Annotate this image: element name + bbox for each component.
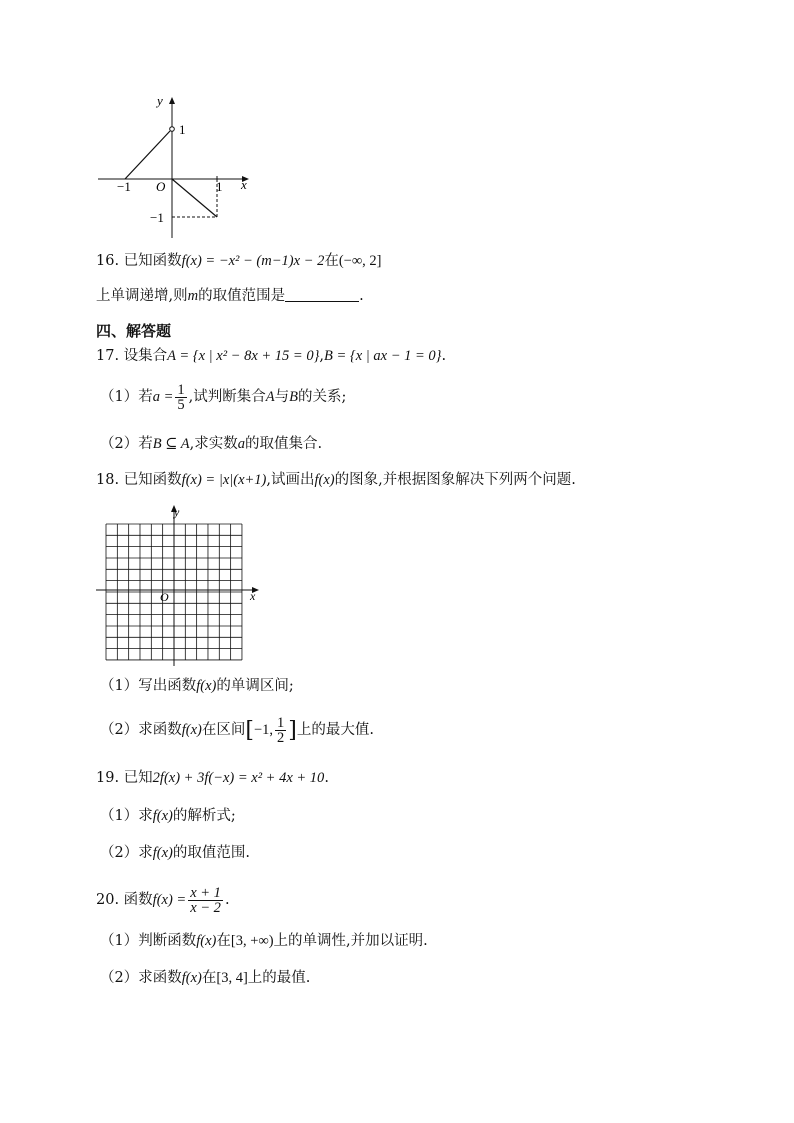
question-18-part-1 (100, 676, 294, 696)
piecewise-graph (90, 90, 260, 240)
question-17-part-1 (100, 382, 346, 412)
set-b-definition: B = {x | ax − 1 = 0} (324, 348, 442, 364)
question-19-part-1 (100, 806, 236, 826)
punctuation: . (224, 892, 230, 908)
y-axis-label: y (157, 93, 163, 108)
answer-blank[interactable] (285, 287, 359, 302)
question-19 (96, 768, 329, 788)
functional-equation: 2f(x) + 3f(−x) = x² + 4x + 10 (152, 770, 325, 786)
fraction: $\frac{1}{2}$ (277, 714, 285, 746)
part-label: （1）判断函数 (100, 933, 197, 949)
function-expression: f(x) = |x|(x+1) (181, 472, 267, 488)
question-17-part-2 (100, 434, 322, 454)
function-name: f(x) = (152, 892, 187, 908)
open-point (170, 127, 175, 132)
interval: [3, +∞) (230, 933, 274, 949)
question-text: 已知 (123, 770, 153, 786)
question-20-part-1 (100, 931, 428, 951)
interval: (−∞, 2] (338, 253, 382, 269)
question-text: 的图象,并根据图象解决下列两个问题. (334, 472, 576, 488)
question-20 (96, 882, 230, 918)
question-text: 在 (324, 253, 339, 269)
variable: A (265, 389, 275, 405)
question-text: 已知函数 (123, 253, 182, 269)
function-expression: f(x) = −x² − (m−1)x − 2 (181, 253, 325, 269)
question-text: 上的单调性,并加以证明. (273, 933, 428, 949)
question-text: 设集合 (123, 348, 168, 364)
coordinate-grid (94, 502, 264, 668)
function-name: f(x) (196, 933, 217, 949)
question-text: 函数 (123, 892, 153, 908)
question-number: 18. (96, 472, 120, 488)
question-text: 的关系; (297, 389, 347, 405)
question-18-part-2: （2）求函数f(x)在区间[−1, $\frac{1}{2}$ ]上的最大值. (100, 714, 374, 746)
question-text: 与 (274, 389, 290, 405)
function-name: f(x) (196, 678, 217, 694)
question-19-part-2 (100, 843, 250, 863)
question-18 (96, 470, 576, 490)
fraction: $\frac{x + 1}{x - 2}$ (190, 884, 221, 916)
question-number: 16. (96, 253, 120, 269)
question-20-part-2 (100, 968, 310, 988)
question-number: 17. (96, 348, 120, 364)
question-text: ,试判断集合 (188, 389, 266, 405)
tick-label: 1 (216, 179, 223, 194)
question-text: ,试画出 (266, 472, 315, 488)
question-text: 在 (201, 970, 217, 986)
question-number: 19. (96, 770, 120, 786)
graph-segment-right (172, 179, 217, 217)
function-name: f(x) (314, 472, 335, 488)
question-text: 的解析式; (172, 808, 236, 824)
question-text: ,求实数 (189, 436, 238, 452)
variable: a (237, 436, 245, 452)
part-label: （1）写出函数 (100, 678, 197, 694)
interval-left: −1, (253, 722, 274, 738)
tick-label: 1 (179, 122, 186, 137)
variable: B (289, 389, 298, 405)
question-17 (96, 346, 446, 366)
question-text: 已知函数 (123, 472, 182, 488)
set-a-definition: A = {x | x² − 8x + 15 = 0} (167, 348, 320, 364)
function-name: f(x) (181, 970, 202, 986)
punctuation: . (324, 770, 329, 786)
part-label: （2）求函数 (100, 970, 182, 986)
question-text: 在区间 (201, 722, 246, 738)
fraction: $\frac{1}{5}$ (177, 381, 185, 413)
variable: m (187, 288, 199, 304)
function-name: f(x) (152, 808, 173, 824)
x-axis-label: x (241, 177, 247, 192)
question-text: 上的最大值. (296, 722, 374, 738)
origin-label: O (156, 179, 166, 194)
condition: B ⊆ A (152, 436, 190, 452)
punctuation: , (319, 348, 325, 364)
part-label: （2）若 (100, 436, 153, 452)
y-axis-label: y (174, 505, 180, 519)
punctuation: . (441, 348, 447, 364)
tick-label: −1 (150, 210, 164, 225)
question-text: 的取值范围是 (198, 288, 286, 304)
part-label: （2）求 (100, 845, 153, 861)
question-text: 的取值范围. (172, 845, 250, 861)
variable: a = (152, 389, 174, 405)
question-text: 的取值集合. (244, 436, 323, 452)
question-16-cont (96, 286, 364, 306)
section-heading: 四、解答题 (96, 322, 172, 340)
part-label: （2）求函数 (100, 722, 182, 738)
punctuation: . (359, 288, 364, 304)
question-text: 上单调递增,则 (96, 288, 188, 304)
part-label: （1）若 (100, 389, 153, 405)
tick-label: −1 (117, 179, 131, 194)
graph-segment-left (125, 131, 170, 179)
part-label: （1）求 (100, 808, 153, 824)
question-text: 上的最值. (247, 970, 311, 986)
function-name: f(x) (152, 845, 173, 861)
interval: [3, 4] (216, 970, 248, 986)
x-axis-label: x (250, 589, 256, 603)
question-number: 20. (96, 892, 120, 908)
origin-label: O (160, 590, 169, 604)
function-name: f(x) (181, 722, 202, 738)
question-text: 在 (216, 933, 231, 949)
question-16 (96, 251, 382, 271)
question-text: 的单调区间; (216, 678, 294, 694)
